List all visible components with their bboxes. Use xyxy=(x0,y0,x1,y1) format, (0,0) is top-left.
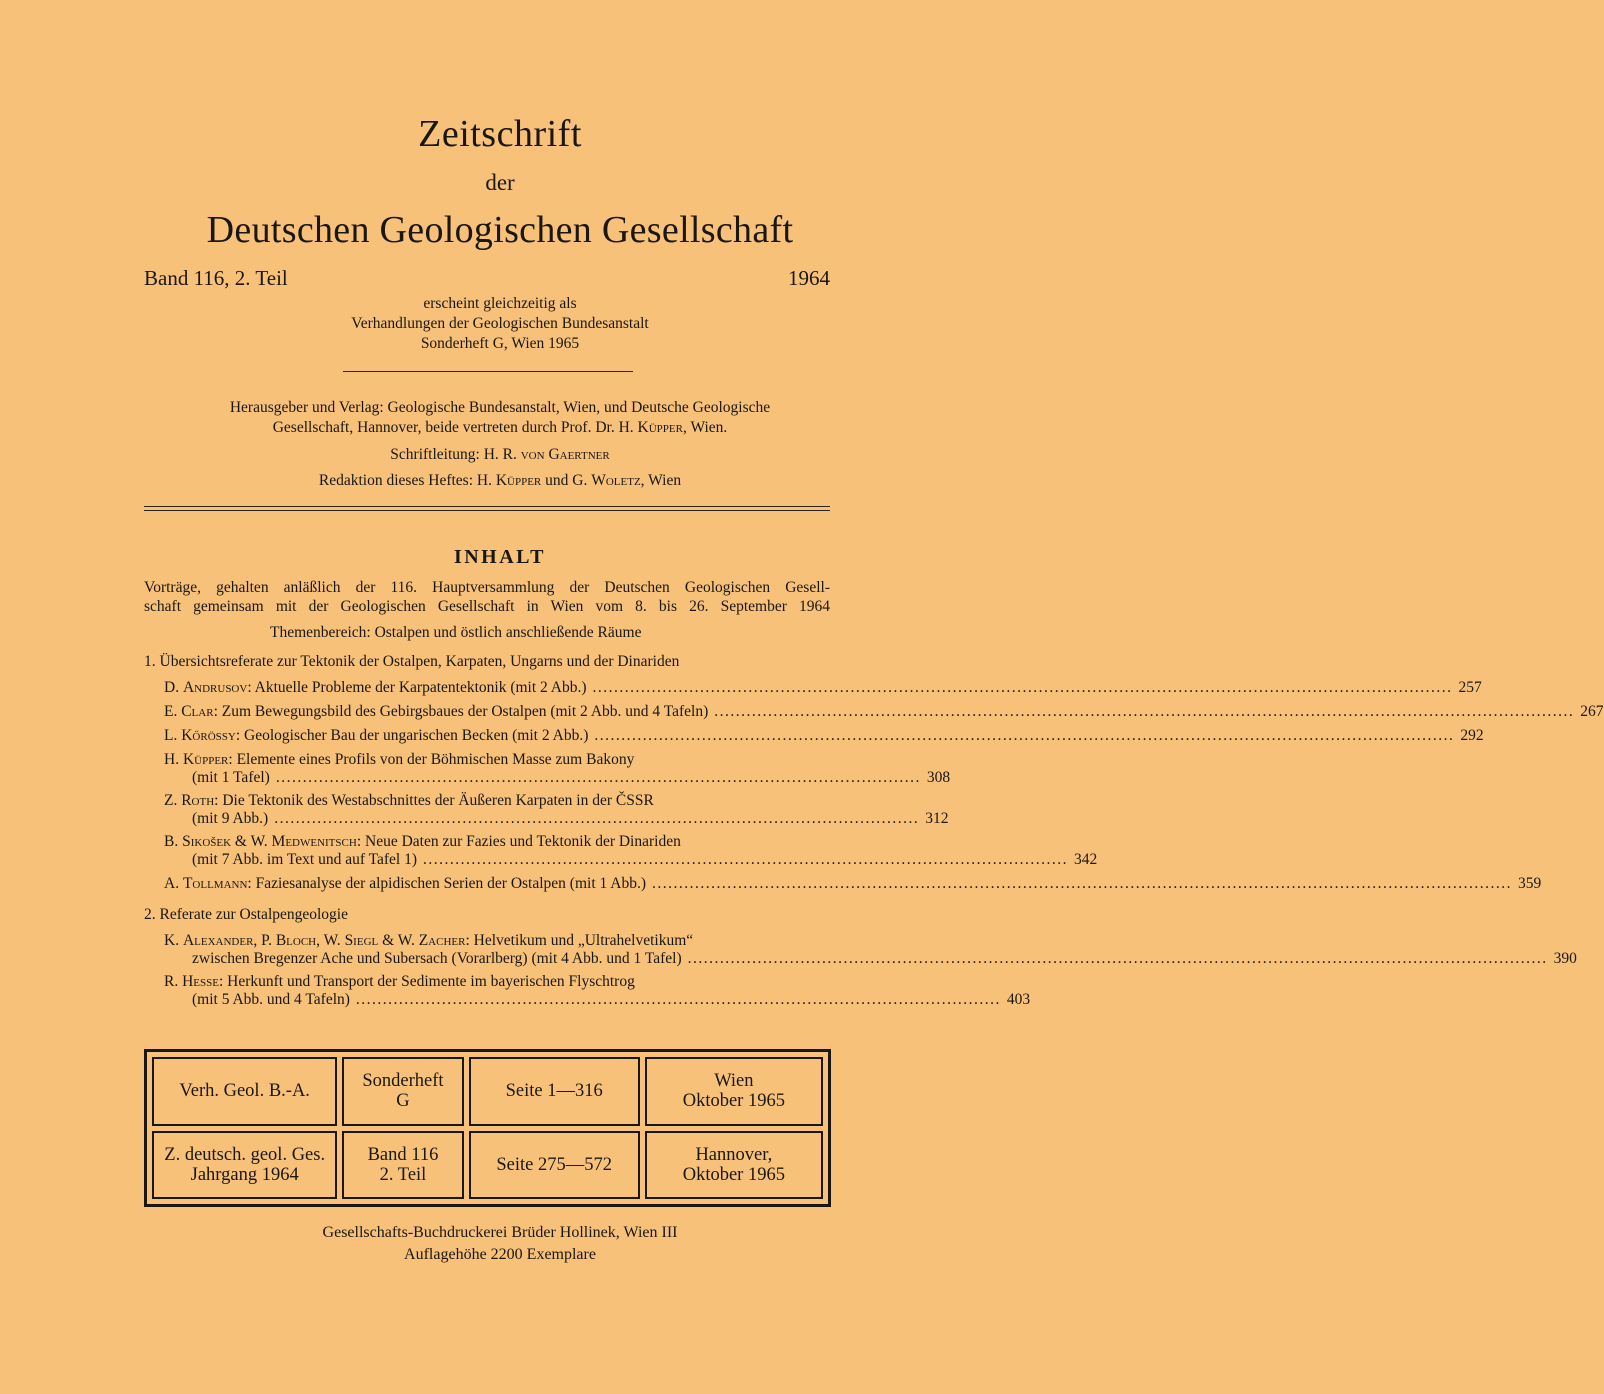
parallel-issue: Sonderheft G, Wien 1965 xyxy=(420,335,580,352)
table-cell: Z. deutsch. geol. Ges. Jahrgang 1964 xyxy=(152,1131,337,1200)
publication-info-table xyxy=(144,1049,831,1207)
volume-label: Band 116, 2. Teil xyxy=(144,266,288,290)
journal-title-der: der xyxy=(485,170,515,195)
toc-entry[interactable]: K. Alexander, P. Bloch, W. Siegl & W. Zacher: Helvetikum und „Ultrahelvetikum“ zwischen Bregenzer Ache und Subersach (Vorarlberg) (mit 4 Abb. und 1 Tafel) ................................................................................................................................................................ 390 xyxy=(164,932,1577,967)
publisher-line-1: Herausgeber und Verlag: Geologische Bundesanstalt, Wien, und Deutsche Geologische xyxy=(229,399,771,416)
divider-short xyxy=(343,371,633,372)
toc-entry[interactable]: A. Tollmann: Faziesanalyse der alpidischen Serien der Ostalpen (mit 1 Abb.) ................................................................................................................................................................ 359 xyxy=(164,875,1542,892)
table-cell: Hannover, Oktober 1965 xyxy=(645,1131,823,1200)
volume-year: 1964 xyxy=(788,266,830,290)
table-cell: Sonderheft G xyxy=(342,1057,463,1126)
page-number: 359 xyxy=(1518,875,1542,892)
toc-entry[interactable]: D. Andrusov: Aktuelle Probleme der Karpatentektonik (mit 2 Abb.) ................................................................................................................................................................ 257 xyxy=(164,679,1482,696)
table-cell: Wien Oktober 1965 xyxy=(645,1057,823,1126)
table-row xyxy=(152,1057,823,1126)
page-number: 267 xyxy=(1580,703,1604,720)
divider-long xyxy=(144,506,830,507)
page-number: 292 xyxy=(1460,727,1484,744)
table-cell: Seite 275—572 xyxy=(469,1131,640,1200)
contents-heading: INHALT xyxy=(453,546,547,568)
table-cell: Seite 1—316 xyxy=(469,1057,640,1126)
toc-entry[interactable]: H. Küpper: Elemente eines Profils von der Böhmischen Masse zum Bakony (mit 1 Tafel) ........................................................................................................................ 308 xyxy=(164,751,951,786)
toc-entry[interactable]: E. Clar: Zum Bewegungsbild des Gebirgsbaues der Ostalpen (mit 2 Abb. und 4 Tafeln) ................................................................................................................................................................ 267 xyxy=(164,703,1604,720)
edition-line: Auflagehöhe 2200 Exemplare xyxy=(404,1246,596,1263)
printer-line: Gesellschafts-Buchdruckerei Brüder Hollinek, Wien III xyxy=(322,1224,678,1241)
parallel-note: erscheint gleichzeitig als xyxy=(423,295,577,312)
contents-intro-2: schaft gemeinsam mit der Geologischen Gesellschaft in Wien vom 8. bis 26. September 1964 xyxy=(144,598,830,615)
section-heading-1: 1. Übersichtsreferate zur Tektonik der Ostalpen, Karpaten, Ungarns und der Dinariden xyxy=(144,653,680,670)
table-cell: Verh. Geol. B.-A. xyxy=(152,1057,337,1126)
page-number: 257 xyxy=(1458,679,1482,696)
page-number: 312 xyxy=(925,810,949,827)
toc-entry[interactable]: B. Sikošek & W. Medwenitsch: Neue Daten zur Fazies und Tektonik der Dinariden (mit 7 Abb. im Text und auf Tafel 1) ........................................................................................................................ 342 xyxy=(164,833,1098,868)
page-number: 342 xyxy=(1074,851,1098,868)
table-row xyxy=(152,1131,823,1200)
page-number: 308 xyxy=(926,769,951,786)
table-cell: Band 116 2. Teil xyxy=(342,1131,463,1200)
redaction-line: Redaktion dieses Heftes: H. Küpper und G. Woletz, Wien xyxy=(318,472,682,489)
contents-theme: Themenbereich: Ostalpen und östlich anschließende Räume xyxy=(270,624,642,641)
section-heading-2: 2. Referate zur Ostalpengeologie xyxy=(144,906,348,923)
publisher-line-2: Gesellschaft, Hannover, beide vertreten durch Prof. Dr. H. Küpper, Wien. xyxy=(272,419,728,436)
divider-long-2 xyxy=(144,510,830,511)
page-number: 390 xyxy=(1553,950,1577,967)
contents-intro-1: Vorträge, gehalten anläßlich der 116. Hauptversammlung der Deutschen Geologischen Gesell- xyxy=(144,579,830,596)
journal-society: Deutschen Geologischen Gesellschaft xyxy=(206,209,794,251)
page-number: 403 xyxy=(1006,991,1031,1008)
parallel-series: Verhandlungen der Geologischen Bundesanstalt xyxy=(351,315,649,332)
toc-entry[interactable]: R. Hesse: Herkunft und Transport der Sedimente im bayerischen Flyschtrog (mit 5 Abb. und 4 Tafeln) ........................................................................................................................ 403 xyxy=(164,973,1031,1008)
journal-title: Zeitschrift xyxy=(418,113,582,155)
toc-entry[interactable]: L. Kőrössy: Geologischer Bau der ungarischen Becken (mit 2 Abb.) ................................................................................................................................................................ 292 xyxy=(164,727,1484,744)
toc-entry[interactable]: Z. Roth: Die Tektonik des Westabschnittes der Äußeren Karpaten in der ČSSR (mit 9 Abb.) ........................................................................................................................ 312 xyxy=(164,792,949,827)
editor-line: Schriftleitung: H. R. von Gaertner xyxy=(390,446,610,463)
